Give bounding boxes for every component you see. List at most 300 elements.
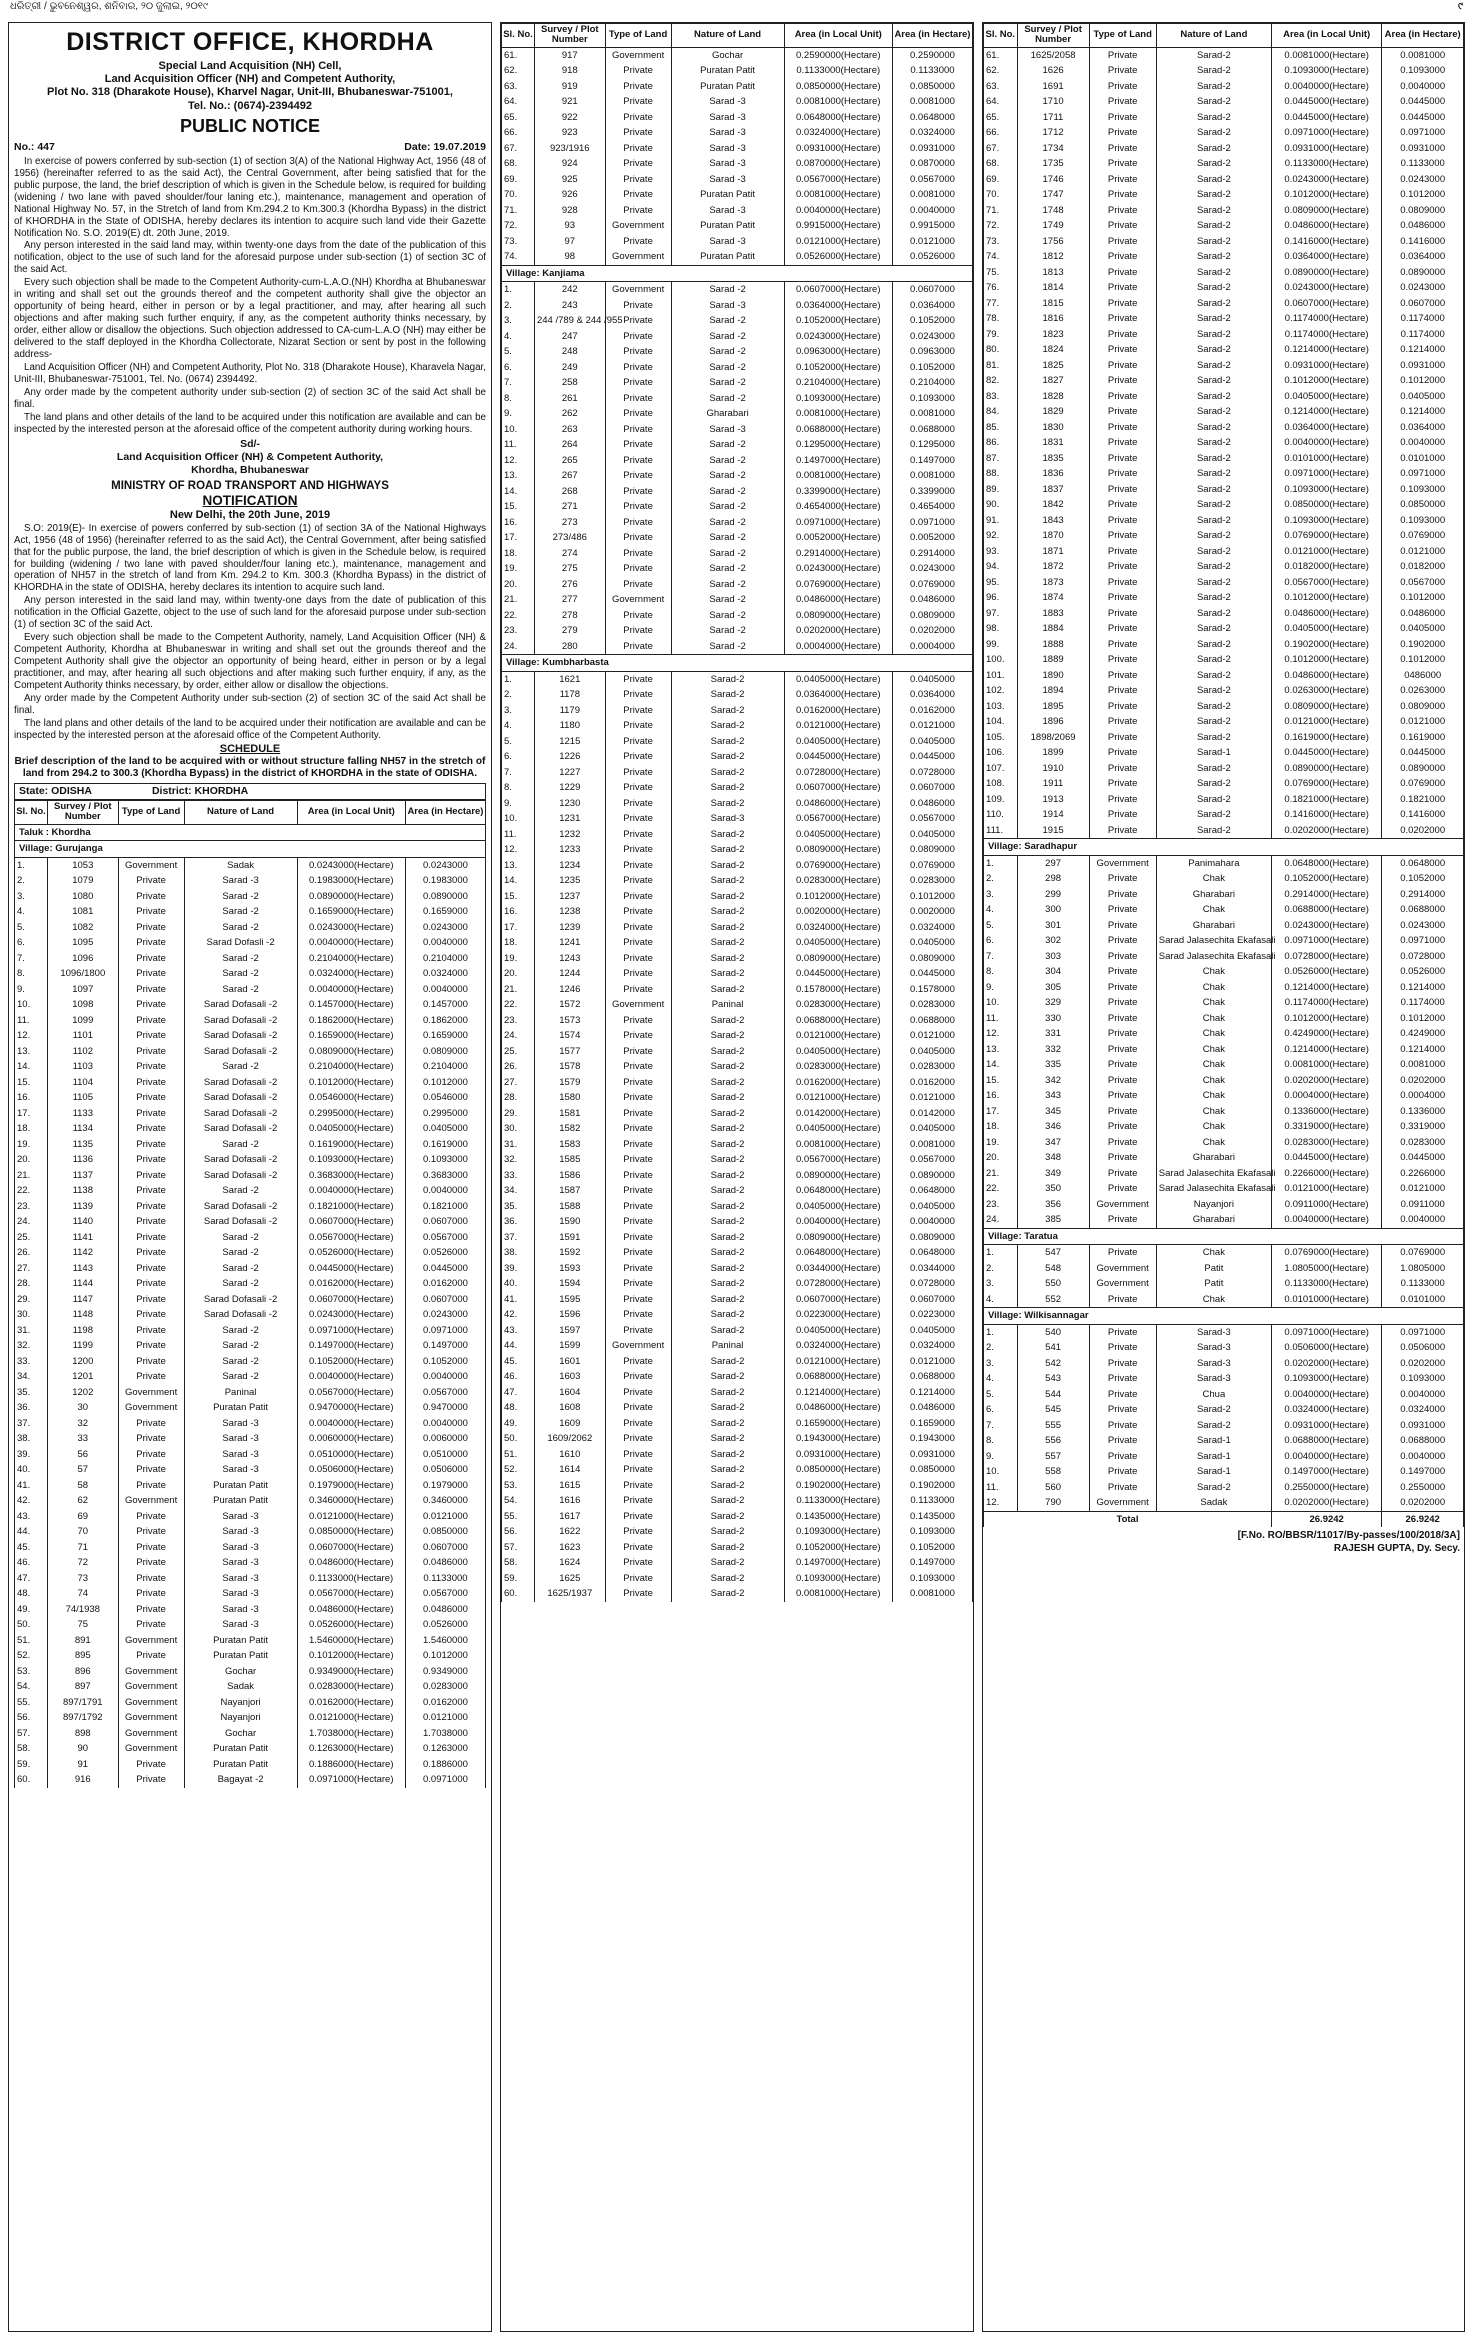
type-of-land: Private bbox=[1089, 373, 1156, 389]
area-hectare: 0.0931000 bbox=[1382, 141, 1464, 157]
type-of-land: Private bbox=[605, 577, 671, 593]
type-of-land: Private bbox=[1089, 1433, 1156, 1449]
table-row bbox=[15, 1726, 486, 1742]
area-hectare: 0.0971000 bbox=[1382, 933, 1464, 949]
sl-no: 89. bbox=[984, 482, 1018, 498]
type-of-land: Private bbox=[1089, 79, 1156, 95]
survey-plot-number: 1581 bbox=[534, 1106, 605, 1122]
column-header: Area (in Local Unit) bbox=[1271, 24, 1381, 48]
survey-plot-number: 62 bbox=[47, 1493, 118, 1509]
area-hectare: 0.3319000 bbox=[1382, 1119, 1464, 1135]
table-row bbox=[15, 1648, 486, 1664]
type-of-land: Private bbox=[1089, 1480, 1156, 1496]
type-of-land: Private bbox=[605, 1307, 671, 1323]
table-row bbox=[15, 935, 486, 951]
table-row bbox=[502, 780, 973, 796]
nature-of-land: Sarad -2 bbox=[184, 1276, 297, 1292]
area-hectare: 0.0040000 bbox=[1382, 435, 1464, 451]
nature-of-land: Puratan Patit bbox=[671, 79, 784, 95]
survey-plot-number: 898 bbox=[47, 1726, 118, 1742]
survey-plot-number: 891 bbox=[47, 1633, 118, 1649]
survey-plot-number: 97 bbox=[534, 234, 605, 250]
survey-plot-number: 1139 bbox=[47, 1199, 118, 1215]
area-hectare: 0.0020000 bbox=[892, 904, 972, 920]
sl-no: 14. bbox=[502, 484, 535, 500]
survey-plot-number: 262 bbox=[534, 406, 605, 422]
survey-plot-number: 1622 bbox=[534, 1524, 605, 1540]
notice-number-date bbox=[14, 141, 486, 154]
survey-plot-number: 279 bbox=[534, 623, 605, 639]
survey-plot-number: 268 bbox=[534, 484, 605, 500]
area-hectare: 0.1052000 bbox=[892, 1540, 972, 1556]
table-row bbox=[984, 1433, 1464, 1449]
type-of-land: Private bbox=[1089, 1026, 1156, 1042]
sl-no: 84. bbox=[984, 404, 1018, 420]
area-hectare: 0.0202000 bbox=[892, 623, 972, 639]
type-of-land: Private bbox=[1089, 404, 1156, 420]
area-local-unit: 0.0931000(Hectare) bbox=[1271, 1418, 1381, 1434]
nature-of-land: Sarad-2 bbox=[671, 1323, 784, 1339]
nature-of-land: Sarad -2 bbox=[184, 1230, 297, 1246]
table-row bbox=[15, 1509, 486, 1525]
type-of-land: Private bbox=[118, 1617, 184, 1633]
area-local-unit: 0.0162000(Hectare) bbox=[297, 1276, 405, 1292]
survey-plot-number: 248 bbox=[534, 344, 605, 360]
table-row bbox=[15, 1183, 486, 1199]
area-local-unit: 0.1214000(Hectare) bbox=[1271, 342, 1381, 358]
survey-plot-number: 330 bbox=[1017, 1011, 1089, 1027]
area-hectare: 0.0324000 bbox=[405, 966, 485, 982]
type-of-land: Private bbox=[1089, 1245, 1156, 1261]
area-hectare: 0.0567000 bbox=[405, 1230, 485, 1246]
sl-no: 16. bbox=[984, 1088, 1018, 1104]
area-local-unit: 0.1093000(Hectare) bbox=[784, 1571, 892, 1587]
table-row bbox=[502, 935, 973, 951]
table-row bbox=[984, 389, 1464, 405]
area-local-unit: 0.0526000(Hectare) bbox=[297, 1617, 405, 1633]
area-local-unit: 0.0850000(Hectare) bbox=[784, 79, 892, 95]
area-local-unit: 0.1214000(Hectare) bbox=[1271, 404, 1381, 420]
area-hectare: 0.0243000 bbox=[405, 1307, 485, 1323]
sl-no: 55. bbox=[15, 1695, 48, 1711]
area-hectare: 0.0567000 bbox=[405, 1385, 485, 1401]
area-hectare: 0.0445000 bbox=[1382, 94, 1464, 110]
area-local-unit: 0.0526000(Hectare) bbox=[784, 249, 892, 265]
type-of-land: Government bbox=[1089, 1276, 1156, 1292]
survey-plot-number: 541 bbox=[1017, 1340, 1089, 1356]
type-of-land: Private bbox=[605, 1075, 671, 1091]
type-of-land: Private bbox=[605, 1478, 671, 1494]
nature-of-land: Sarad-2 bbox=[1156, 296, 1271, 312]
table-row bbox=[502, 499, 973, 515]
survey-plot-number: 1241 bbox=[534, 935, 605, 951]
table-row bbox=[15, 1741, 486, 1757]
survey-plot-number: 301 bbox=[1017, 918, 1089, 934]
table-row bbox=[984, 342, 1464, 358]
nature-of-land: Sarad-2 bbox=[1156, 575, 1271, 591]
sl-no: 12. bbox=[502, 453, 535, 469]
type-of-land: Private bbox=[605, 796, 671, 812]
public-notice-heading: PUBLIC NOTICE bbox=[179, 116, 320, 137]
area-local-unit: 0.0809000(Hectare) bbox=[784, 842, 892, 858]
area-hectare: 0.0445000 bbox=[1382, 1150, 1464, 1166]
sl-no: 33. bbox=[502, 1168, 535, 1184]
survey-plot-number: 73 bbox=[47, 1571, 118, 1587]
area-local-unit: 0.0809000(Hectare) bbox=[784, 1230, 892, 1246]
type-of-land: Private bbox=[605, 1416, 671, 1432]
sl-no: 62. bbox=[984, 63, 1018, 79]
sl-no: 40. bbox=[15, 1462, 48, 1478]
sl-no: 17. bbox=[984, 1104, 1018, 1120]
type-of-land: Private bbox=[605, 749, 671, 765]
survey-plot-number: 30 bbox=[47, 1400, 118, 1416]
area-local-unit: 0.0931000(Hectare) bbox=[1271, 358, 1381, 374]
area-hectare: 0.0648000 bbox=[1382, 855, 1464, 871]
table-row bbox=[502, 1044, 973, 1060]
nature-of-land: Sarad -2 bbox=[184, 1245, 297, 1261]
area-local-unit: 0.0324000(Hectare) bbox=[784, 1338, 892, 1354]
survey-plot-number: 1574 bbox=[534, 1028, 605, 1044]
area-hectare: 0.1943000 bbox=[892, 1431, 972, 1447]
table-row bbox=[502, 546, 973, 562]
area-local-unit: 0.0004000(Hectare) bbox=[1271, 1088, 1381, 1104]
sl-no: 8. bbox=[15, 966, 48, 982]
masthead bbox=[0, 0, 1473, 14]
survey-plot-number: 1831 bbox=[1017, 435, 1089, 451]
table-row bbox=[502, 1571, 973, 1587]
area-hectare: 0.0283000 bbox=[892, 873, 972, 889]
area-local-unit: 0.1659000(Hectare) bbox=[297, 1028, 405, 1044]
area-hectare: 0.9349000 bbox=[405, 1664, 485, 1680]
nature-of-land: Sarad-2 bbox=[671, 1292, 784, 1308]
type-of-land: Private bbox=[118, 920, 184, 936]
sl-no: 9. bbox=[984, 1449, 1018, 1465]
type-of-land: Private bbox=[605, 1385, 671, 1401]
sl-no: 78. bbox=[984, 311, 1018, 327]
nature-of-land: Sarad-2 bbox=[671, 842, 784, 858]
type-of-land: Private bbox=[118, 951, 184, 967]
sl-no: 13. bbox=[502, 468, 535, 484]
sl-no: 44. bbox=[15, 1524, 48, 1540]
area-hectare: 0.0405000 bbox=[892, 827, 972, 843]
area-hectare: 0.1052000 bbox=[892, 360, 972, 376]
area-local-unit: 0.0121000(Hectare) bbox=[784, 718, 892, 734]
nature-of-land: Chak bbox=[1156, 871, 1271, 887]
survey-plot-number: 1232 bbox=[534, 827, 605, 843]
survey-plot-number: 263 bbox=[534, 422, 605, 438]
table-row bbox=[502, 623, 973, 639]
sl-no: 40. bbox=[502, 1276, 535, 1292]
area-hectare: 0.2266000 bbox=[1382, 1166, 1464, 1182]
area-local-unit: 0.0567000(Hectare) bbox=[784, 172, 892, 188]
sl-no: 54. bbox=[15, 1679, 48, 1695]
sl-no: 71. bbox=[984, 203, 1018, 219]
type-of-land: Private bbox=[605, 1028, 671, 1044]
table-row bbox=[984, 1245, 1464, 1261]
table-row bbox=[15, 1617, 486, 1633]
sl-no: 7. bbox=[984, 949, 1018, 965]
area-hectare: 0.0688000 bbox=[1382, 1433, 1464, 1449]
survey-plot-number: 895 bbox=[47, 1648, 118, 1664]
area-local-unit: 0.0971000(Hectare) bbox=[297, 1323, 405, 1339]
section-label: Village: Saradhapur bbox=[984, 839, 1464, 856]
area-hectare: 0.0040000 bbox=[1382, 1449, 1464, 1465]
type-of-land: Private bbox=[118, 1044, 184, 1060]
area-local-unit: 0.1416000(Hectare) bbox=[1271, 234, 1381, 250]
nature-of-land: Sarad-2 bbox=[671, 1369, 784, 1385]
area-local-unit: 0.1659000(Hectare) bbox=[297, 904, 405, 920]
area-hectare: 0.0040000 bbox=[892, 203, 972, 219]
area-hectare: 0.1214000 bbox=[1382, 404, 1464, 420]
survey-plot-number: 350 bbox=[1017, 1181, 1089, 1197]
area-hectare: 0.0121000 bbox=[892, 1354, 972, 1370]
area-local-unit: 0.0121000(Hectare) bbox=[784, 234, 892, 250]
sl-no: 93. bbox=[984, 544, 1018, 560]
sl-no: 24. bbox=[15, 1214, 48, 1230]
sl-no: 53. bbox=[15, 1664, 48, 1680]
area-hectare: 0.0486000 bbox=[892, 1400, 972, 1416]
survey-plot-number: 297 bbox=[1017, 855, 1089, 871]
type-of-land: Private bbox=[605, 671, 671, 687]
nature-of-land: Sarad-2 bbox=[671, 765, 784, 781]
type-of-land: Private bbox=[118, 997, 184, 1013]
type-of-land: Private bbox=[1089, 513, 1156, 529]
area-local-unit: 0.1821000(Hectare) bbox=[297, 1199, 405, 1215]
type-of-land: Private bbox=[1089, 1150, 1156, 1166]
type-of-land: Private bbox=[605, 187, 671, 203]
table-row bbox=[984, 482, 1464, 498]
table-row bbox=[15, 1540, 486, 1556]
area-local-unit: 0.0607000(Hectare) bbox=[1271, 296, 1381, 312]
area-hectare: 0.0040000 bbox=[892, 1214, 972, 1230]
type-of-land: Private bbox=[1089, 1057, 1156, 1073]
survey-plot-number: 1140 bbox=[47, 1214, 118, 1230]
sl-no: 42. bbox=[15, 1493, 48, 1509]
survey-plot-number: 924 bbox=[534, 156, 605, 172]
table-row bbox=[984, 1166, 1464, 1182]
survey-plot-number: 1829 bbox=[1017, 404, 1089, 420]
type-of-land: Private bbox=[605, 468, 671, 484]
area-local-unit: 0.0506000(Hectare) bbox=[297, 1462, 405, 1478]
sl-no: 30. bbox=[502, 1121, 535, 1137]
type-of-land: Government bbox=[118, 1385, 184, 1401]
nature-of-land: Sarad -2 bbox=[671, 623, 784, 639]
area-hectare: 0.1133000 bbox=[892, 1493, 972, 1509]
area-local-unit: 0.0405000(Hectare) bbox=[1271, 621, 1381, 637]
nature-of-land: Sarad -2 bbox=[671, 561, 784, 577]
table-row bbox=[984, 1449, 1464, 1465]
nature-of-land: Sarad-2 bbox=[1156, 203, 1271, 219]
survey-plot-number: 926 bbox=[534, 187, 605, 203]
type-of-land: Private bbox=[605, 827, 671, 843]
sl-no: 90. bbox=[984, 497, 1018, 513]
survey-plot-number: 1103 bbox=[47, 1059, 118, 1075]
sl-no: 70. bbox=[502, 187, 535, 203]
sl-no: 1. bbox=[984, 1324, 1018, 1340]
area-hectare: 0.0648000 bbox=[892, 1183, 972, 1199]
file-number: [F.No. RO/BBSR/11017/By-passes/100/2018/3A] bbox=[1237, 1530, 1460, 1542]
survey-plot-number: 1608 bbox=[534, 1400, 605, 1416]
survey-plot-number: 1617 bbox=[534, 1509, 605, 1525]
nature-of-land: Chak bbox=[1156, 1245, 1271, 1261]
nature-of-land: Sarad -3 bbox=[671, 422, 784, 438]
sl-no: 99. bbox=[984, 637, 1018, 653]
survey-plot-number: 1873 bbox=[1017, 575, 1089, 591]
nature-of-land: Sadak bbox=[184, 1679, 297, 1695]
area-local-unit: 0.0405000(Hectare) bbox=[784, 1323, 892, 1339]
table-row bbox=[502, 329, 973, 345]
area-hectare: 0.0040000 bbox=[405, 982, 485, 998]
area-local-unit: 0.1497000(Hectare) bbox=[784, 1555, 892, 1571]
area-hectare: 0.0081000 bbox=[892, 94, 972, 110]
sl-no: 80. bbox=[984, 342, 1018, 358]
column-header: Sl. No. bbox=[984, 24, 1018, 48]
table-row bbox=[502, 1369, 973, 1385]
survey-plot-number: 1135 bbox=[47, 1137, 118, 1153]
area-hectare: 0.1497000 bbox=[892, 453, 972, 469]
sl-no: 70. bbox=[984, 187, 1018, 203]
survey-plot-number: 1610 bbox=[534, 1447, 605, 1463]
type-of-land: Private bbox=[1089, 342, 1156, 358]
area-local-unit: 0.0121000(Hectare) bbox=[784, 1028, 892, 1044]
table-row bbox=[984, 1480, 1464, 1496]
nature-of-land: Sarad Dofasali -2 bbox=[184, 1199, 297, 1215]
type-of-land: Private bbox=[1089, 606, 1156, 622]
area-local-unit: 0.0648000(Hectare) bbox=[784, 1245, 892, 1261]
nature-of-land: Sarad-3 bbox=[1156, 1324, 1271, 1340]
area-local-unit: 0.1497000(Hectare) bbox=[1271, 1464, 1381, 1480]
nature-of-land: Sarad -3 bbox=[184, 1462, 297, 1478]
table-row bbox=[15, 873, 486, 889]
area-local-unit: 0.0040000(Hectare) bbox=[1271, 1449, 1381, 1465]
nature-of-land: Sarad-2 bbox=[1156, 621, 1271, 637]
area-hectare: 0.1093000 bbox=[1382, 482, 1464, 498]
type-of-land: Private bbox=[1089, 918, 1156, 934]
table-row bbox=[502, 811, 973, 827]
table-row bbox=[984, 1011, 1464, 1027]
nature-of-land: Sarad-2 bbox=[671, 734, 784, 750]
table-row bbox=[15, 1199, 486, 1215]
survey-plot-number: 919 bbox=[534, 79, 605, 95]
nature-of-land: Sarad -2 bbox=[184, 920, 297, 936]
column-3 bbox=[982, 22, 1465, 2332]
table-row bbox=[984, 1356, 1464, 1372]
type-of-land: Government bbox=[605, 47, 671, 63]
nature-of-land: Sarad-2 bbox=[671, 1540, 784, 1556]
nature-of-land: Sarad-2 bbox=[671, 671, 784, 687]
survey-plot-number: 922 bbox=[534, 110, 605, 126]
area-hectare: 0.0769000 bbox=[1382, 528, 1464, 544]
area-local-unit: 0.0648000(Hectare) bbox=[784, 1183, 892, 1199]
area-local-unit: 0.1214000(Hectare) bbox=[1271, 980, 1381, 996]
survey-plot-number: 1896 bbox=[1017, 714, 1089, 730]
area-hectare: 0.0121000 bbox=[405, 1710, 485, 1726]
nature-of-land: Sarad-2 bbox=[1156, 652, 1271, 668]
sl-no: 58. bbox=[15, 1741, 48, 1757]
type-of-land: Private bbox=[1089, 745, 1156, 761]
area-local-unit: 0.0324000(Hectare) bbox=[297, 966, 405, 982]
sl-no: 48. bbox=[502, 1400, 535, 1416]
sl-no: 19. bbox=[15, 1137, 48, 1153]
survey-plot-number: 1229 bbox=[534, 780, 605, 796]
type-of-land: Private bbox=[1089, 652, 1156, 668]
nature-of-land: Sarad-2 bbox=[1156, 110, 1271, 126]
area-local-unit: 0.0202000(Hectare) bbox=[784, 623, 892, 639]
nature-of-land: Sarad-2 bbox=[671, 920, 784, 936]
table-row bbox=[502, 344, 973, 360]
area-local-unit: 0.0081000(Hectare) bbox=[784, 1586, 892, 1602]
area-local-unit: 0.1578000(Hectare) bbox=[784, 982, 892, 998]
type-of-land: Government bbox=[118, 1726, 184, 1742]
nature-of-land: Sarad-2 bbox=[671, 1431, 784, 1447]
sl-no: 18. bbox=[984, 1119, 1018, 1135]
survey-plot-number: 1104 bbox=[47, 1075, 118, 1091]
nature-of-land: Sarad-2 bbox=[1156, 606, 1271, 622]
sl-no: 103. bbox=[984, 699, 1018, 715]
nature-of-land: Sarad -2 bbox=[671, 608, 784, 624]
table-row bbox=[15, 1230, 486, 1246]
sl-no: 5. bbox=[502, 344, 535, 360]
nature-of-land: Sarad -3 bbox=[184, 1586, 297, 1602]
survey-plot-number: 1578 bbox=[534, 1059, 605, 1075]
survey-plot-number: 1180 bbox=[534, 718, 605, 734]
area-local-unit: 0.0567000(Hectare) bbox=[784, 1152, 892, 1168]
section-label: Village: Taratua bbox=[984, 1228, 1464, 1245]
type-of-land: Government bbox=[118, 1710, 184, 1726]
sl-no: 18. bbox=[502, 546, 535, 562]
table-row bbox=[502, 1586, 973, 1602]
area-local-unit: 0.0870000(Hectare) bbox=[784, 156, 892, 172]
nature-of-land: Sarad-2 bbox=[671, 1214, 784, 1230]
section-label: Village: Wilkisannagar bbox=[984, 1308, 1464, 1325]
sl-no: 51. bbox=[502, 1447, 535, 1463]
sl-no: 102. bbox=[984, 683, 1018, 699]
nature-of-land: Sarad-2 bbox=[1156, 79, 1271, 95]
table-row bbox=[502, 1059, 973, 1075]
type-of-land: Private bbox=[605, 858, 671, 874]
area-hectare: 0.0121000 bbox=[1382, 544, 1464, 560]
sl-no: 19. bbox=[502, 951, 535, 967]
area-local-unit: 0.1497000(Hectare) bbox=[297, 1338, 405, 1354]
area-hectare: 0.0728000 bbox=[892, 1276, 972, 1292]
nature-of-land: Chak bbox=[1156, 1026, 1271, 1042]
type-of-land: Private bbox=[118, 1199, 184, 1215]
sl-no: 72. bbox=[984, 218, 1018, 234]
nature-of-land: Chak bbox=[1156, 964, 1271, 980]
area-hectare: 0.0486000 bbox=[405, 1602, 485, 1618]
type-of-land: Private bbox=[1089, 668, 1156, 684]
nature-of-land: Puratan Patit bbox=[671, 63, 784, 79]
table-row bbox=[984, 621, 1464, 637]
nature-of-land: Sarad-2 bbox=[1156, 172, 1271, 188]
area-hectare: 0.0850000 bbox=[1382, 497, 1464, 513]
area-hectare: 0.0405000 bbox=[892, 734, 972, 750]
area-hectare: 0.0101000 bbox=[1382, 1292, 1464, 1308]
table-row bbox=[15, 1338, 486, 1354]
area-hectare: 0.0607000 bbox=[405, 1292, 485, 1308]
area-local-unit: 0.4654000(Hectare) bbox=[784, 499, 892, 515]
survey-plot-number: 1910 bbox=[1017, 761, 1089, 777]
area-hectare: 0.1133000 bbox=[1382, 156, 1464, 172]
table-row bbox=[502, 94, 973, 110]
area-local-unit: 0.1435000(Hectare) bbox=[784, 1509, 892, 1525]
sl-no: 9. bbox=[15, 982, 48, 998]
survey-plot-number: 33 bbox=[47, 1431, 118, 1447]
table-row bbox=[502, 1540, 973, 1556]
table-row bbox=[502, 218, 973, 234]
sl-no: 58. bbox=[502, 1555, 535, 1571]
area-hectare: 0.0769000 bbox=[892, 577, 972, 593]
